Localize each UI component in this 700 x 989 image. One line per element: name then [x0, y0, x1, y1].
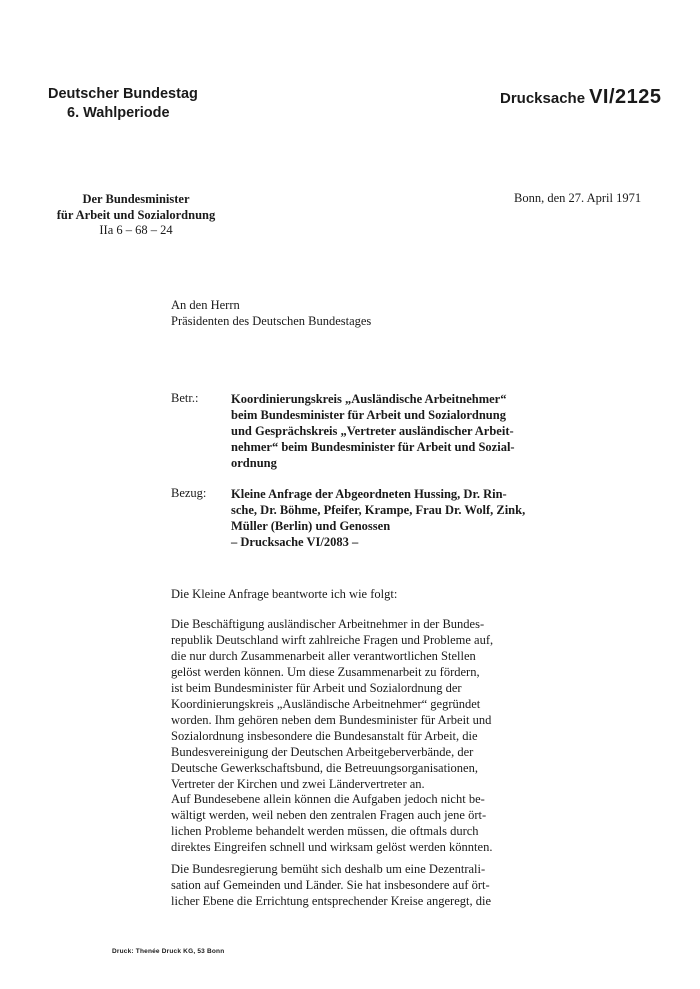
- printer-imprint: Druck: Thenée Druck KG, 53 Bonn: [112, 948, 225, 955]
- document-number: VI/2125: [589, 86, 662, 108]
- document-number-block: [500, 86, 662, 109]
- sender-ministry: für Arbeit und Sozialordnung: [56, 207, 216, 222]
- paragraph-line: Vertreter der Kirchen und zwei Ländervertreter an.: [171, 777, 425, 791]
- addressee-title: Präsidenten des Deutschen Bundestages: [171, 314, 372, 328]
- parliament-header: [48, 85, 198, 123]
- paragraph-line: wältigt werden, weil neben den zentralen Fragen auch jene ört-: [171, 808, 487, 822]
- subject-line: Koordinierungskreis „Ausländische Arbeitnehmer“: [231, 392, 507, 406]
- paragraph-line: Auf Bundesebene allein können die Aufgaben jedoch nicht be-: [171, 792, 485, 806]
- document-label: Drucksache: [500, 90, 586, 107]
- paragraph-line: worden. Ihm gehören neben dem Bundesminister für Arbeit und: [171, 713, 492, 727]
- subject-line: ordnung: [231, 456, 277, 470]
- sender-title: Der Bundesminister: [82, 192, 190, 206]
- body-paragraph: [171, 791, 531, 855]
- paragraph-line: sation auf Gemeinden und Länder. Sie hat insbesondere auf ört-: [171, 878, 490, 892]
- paragraph-line: gelöst werden können. Um diese Zusammenarbeit zu fördern,: [171, 665, 480, 679]
- reference-text: [231, 486, 531, 550]
- subject-line: nehmer“ beim Bundesminister für Arbeit und Sozial-: [231, 440, 515, 454]
- paragraph-line: Sozialordnung insbesondere die Bundesanstalt für Arbeit, die: [171, 729, 478, 743]
- intro-sentence: Die Kleine Anfrage beantworte ich wie folgt:: [171, 587, 398, 601]
- paragraph-line: die nur durch Zusammenarbeit aller verantwortlichen Stellen: [171, 649, 476, 663]
- institution-name: Deutscher Bundestag: [48, 86, 198, 102]
- letter-date: Bonn, den 27. April 1971: [514, 191, 642, 205]
- paragraph-line: republik Deutschland wirft zahlreiche Fragen und Probleme auf,: [171, 633, 494, 647]
- paragraph-line: Bundesvereinigung der Deutschen Arbeitgeberverbände, der: [171, 745, 474, 759]
- addressee-salutation: An den Herrn: [171, 298, 240, 312]
- sender-reference-code: IIa 6 – 68 – 24: [99, 223, 173, 237]
- subject-text: [231, 391, 531, 471]
- subject-label: Betr.:: [171, 391, 199, 405]
- reference-line: Kleine Anfrage der Abgeordneten Hussing, Dr. Rin-: [231, 487, 507, 501]
- paragraph-line: Deutsche Gewerkschaftsbund, die Betreuungsorganisationen,: [171, 761, 478, 775]
- paragraph-line: Die Bundesregierung bemüht sich deshalb um eine Dezentrali-: [171, 862, 486, 876]
- reference-line: sche, Dr. Böhme, Pfeifer, Krampe, Frau Dr. Wolf, Zink,: [231, 503, 526, 517]
- body-paragraph: [171, 861, 531, 909]
- reference-line: Müller (Berlin) und Genossen: [231, 519, 391, 533]
- body-paragraph: [171, 616, 531, 792]
- paragraph-line: lichen Probleme behandelt werden müssen, die oftmals durch: [171, 824, 479, 838]
- paragraph-line: ist beim Bundesminister für Arbeit und Sozialordnung der: [171, 681, 462, 695]
- addressee-block: [171, 297, 371, 329]
- paragraph-line: licher Ebene die Errichtung entsprechender Kreise angeregt, die: [171, 894, 491, 908]
- paragraph-line: direktes Eingreifen schnell und wirksam gelöst werden könnten.: [171, 840, 493, 854]
- subject-line: und Gesprächskreis „Vertreter ausländischer Arbeit-: [231, 424, 514, 438]
- paragraph-line: Koordinierungskreis „Ausländische Arbeitnehmer“ gegründet: [171, 697, 481, 711]
- reference-label: Bezug:: [171, 486, 207, 500]
- subject-line: beim Bundesminister für Arbeit und Sozialordnung: [231, 408, 506, 422]
- paragraph-line: Die Beschäftigung ausländischer Arbeitnehmer in der Bundes-: [171, 617, 485, 631]
- reference-line: – Drucksache VI/2083 –: [231, 535, 359, 549]
- sender-block: [46, 192, 226, 239]
- legislative-period: 6. Wahlperiode: [67, 105, 170, 121]
